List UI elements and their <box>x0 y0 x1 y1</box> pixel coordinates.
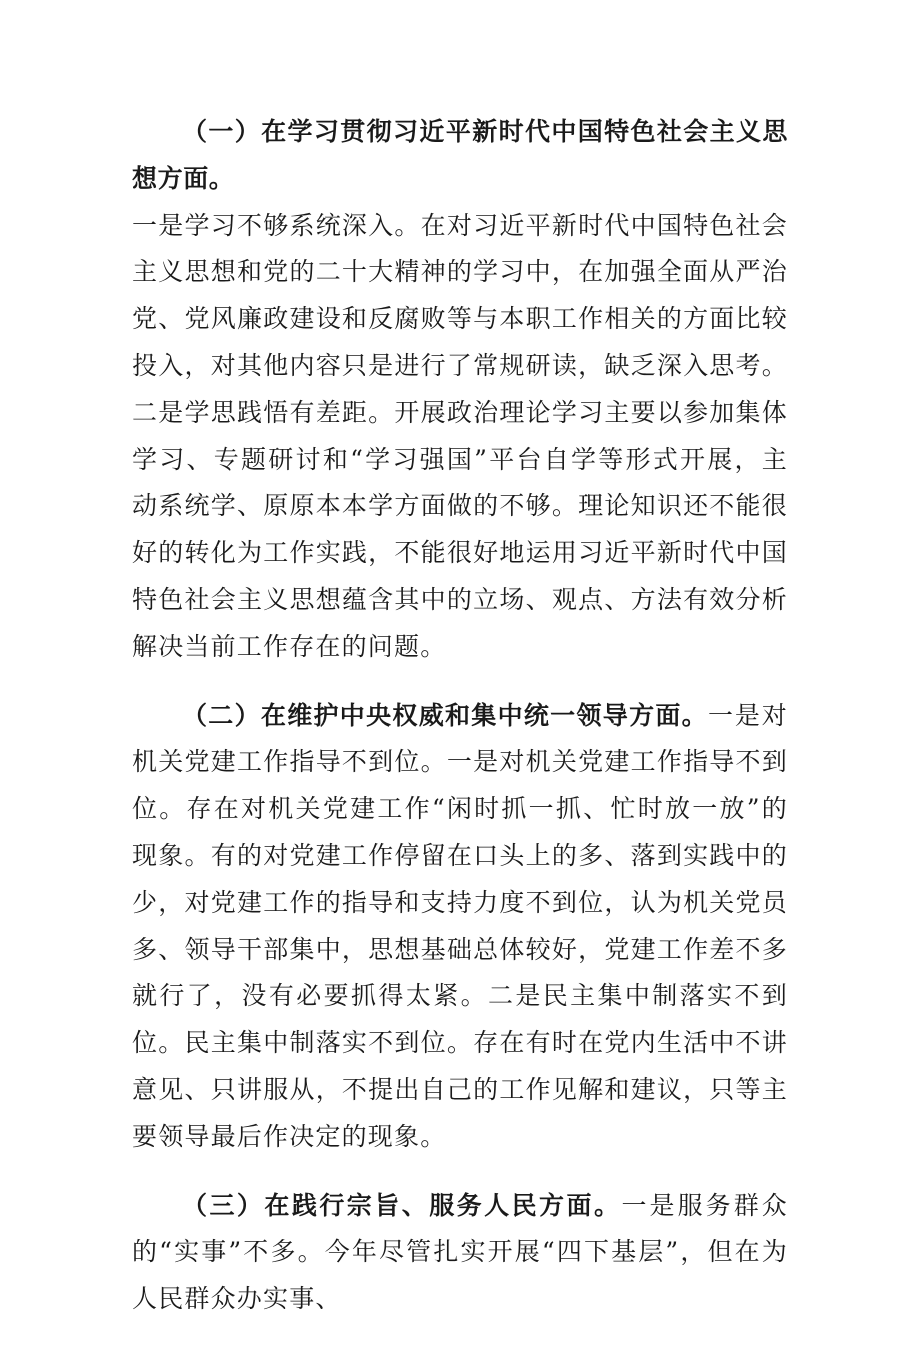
document-body <box>132 109 788 1345</box>
paragraph-1-body: 一是学习不够系统深入。在对习近平新时代中国特色社会主义思想和党的二十大精神的学习中，在加强全面从严治党、党风廉政建设和反腐败等与本职工作相关的方面比较投入，对其他内容只是进行了常规研读，缺乏深入思考。二是学思践悟有差距。开展政治理论学习主要以参加集体学习、专题研讨和“学习强国”平台自学等形式开展，主动系统学、原原本本学方面做的不够。理论知识还不能很好的转化为工作实践，不能很好地运用习近平新时代中国特色社会主义思想蕴含其中的立场、观点、方法有效分析解决当前工作存在的问题。 <box>132 210 788 661</box>
paragraph-3-heading: （三）在践行宗旨、服务人民方面。 <box>182 1190 622 1220</box>
paragraph-3 <box>132 1183 788 1323</box>
paragraph-3-body: 一是服务群众的“实事”不多。今年尽管扎实开展“四下基层”，但在为人民群众办实事、 <box>132 1190 788 1314</box>
paragraph-1 <box>132 109 788 671</box>
paragraph-2-body: 一是对机关党建工作指导不到位。一是对机关党建工作指导不到位。存在对机关党建工作“闲时抓一抓、忙时放一放”的现象。有的对党建工作停留在口头上的多、落到实践中的少，对党建工作的指导和支持力度不到位，认为机关党员多、领导干部集中，思想基础总体较好，党建工作差不多就行了，没有必要抓得太紧。二是民主集中制落实不到位。民主集中制落实不到位。存在有时在党内生活中不讲意见、只讲服从，不提出自己的工作见解和建议，只等主要领导最后作决定的现象。 <box>132 700 788 1151</box>
paragraph-2-heading: （二）在维护中央权威和集中统一领导方面。 <box>182 700 708 730</box>
paragraph-1-heading: （一）在学习贯彻习近平新时代中国特色社会主义思想方面。 <box>132 117 788 193</box>
paragraph-2 <box>132 693 788 1161</box>
